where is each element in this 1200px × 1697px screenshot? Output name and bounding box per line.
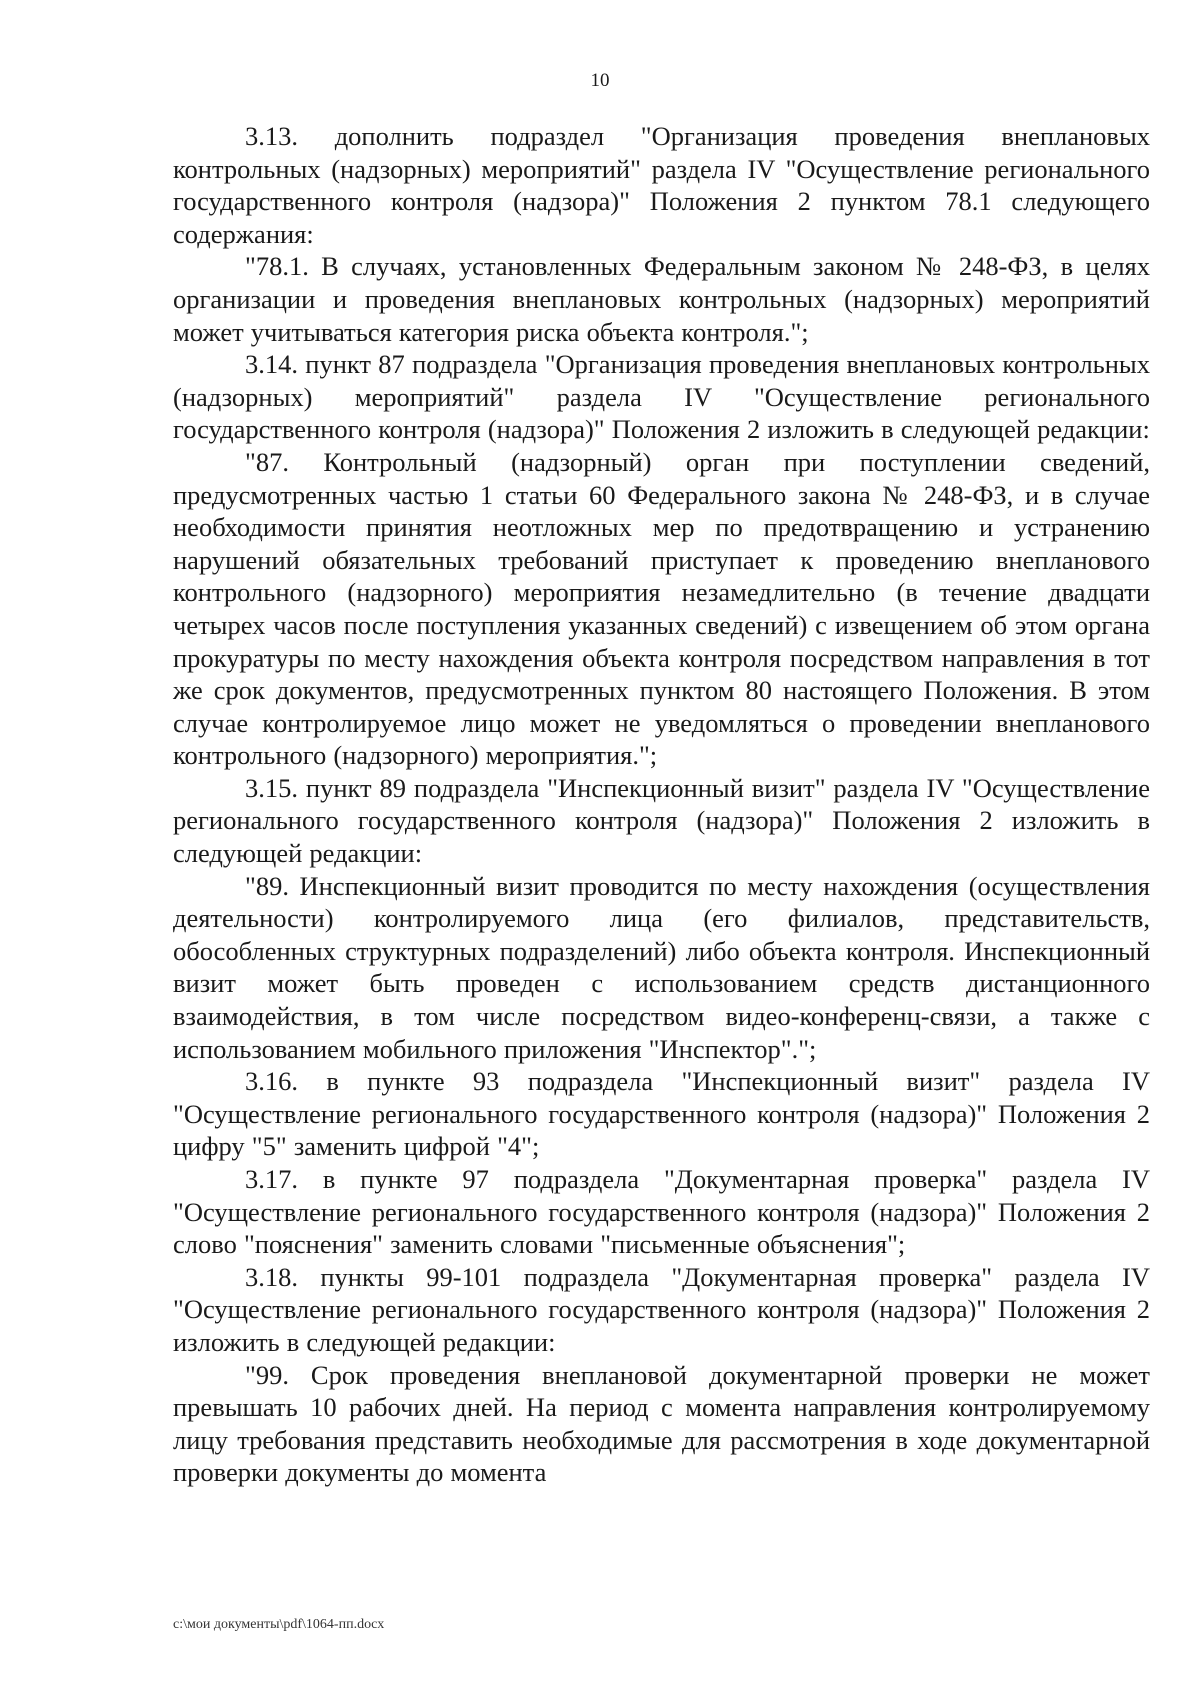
footer-file-path: c:\мои документы\pdf\1064-пп.docx [173,1617,385,1632]
paragraph-87-quote: "87. Контрольный (надзорный) орган при поступлении сведений, предусмотренных частью 1 статьи 60 Федерального закона № 248-ФЗ, и в случае необходимости принятия неотложных мер по предотвращению и устранению нарушений обязательных требований приступает к проведению внепланового контрольного (надзорного) мероприятия незамедлительно (в течение двадцати четырех часов после поступления указанных сведений) с извещением об этом органа прокуратуры по месту нахождения объекта контроля посредством направления в тот же срок документов, предусмотренных пунктом 80 настоящего Положения. В этом случае контролируемое лицо может не уведомляться о проведении внепланового контрольного (надзорного) мероприятия."; [173,446,1150,771]
paragraph-3-18: 3.18. пункты 99-101 подраздела "Документарная проверка" раздела IV "Осуществление регионального государственного контроля (надзора)" Положения 2 изложить в следующей редакции: [173,1261,1150,1357]
page-number: 10 [590,70,610,91]
paragraph-3-13: 3.13. дополнить подраздел "Организация проведения внеплановых контрольных (надзорных) мероприятий" раздела IV "Осуществление регионального государственного контроля (надзора)" Положения 2 пунктом 78.1 следующего содержания: [173,121,1150,249]
document-body [173,120,1150,1489]
paragraph-3-17: 3.17. в пункте 97 подраздела "Документарная проверка" раздела IV "Осуществление регионального государственного контроля (надзора)" Положения 2 слово "пояснения" заменить словами "письменные объяснения"; [173,1164,1150,1260]
paragraph-99-quote: "99. Срок проведения внеплановой документарной проверки не может превышать 10 рабочих дней. На период с момента направления контролируемому лицу требования представить необходимые для рассмотрения в ходе документарной проверки документы до момента [173,1359,1150,1488]
paragraph-78-1-quote: "78.1. В случаях, установленных Федеральным законом № 248-ФЗ, в целях организации и проведения внеплановых контрольных (надзорных) мероприятий может учитываться категория риска объекта контроля."; [173,251,1150,347]
paragraph-3-14: 3.14. пункт 87 подраздела "Организация проведения внеплановых контрольных (надзорных) мероприятий" раздела IV "Осуществление регионального государственного контроля (надзора)" Положения 2 изложить в следующей редакции: [173,349,1150,445]
paragraph-3-15: 3.15. пункт 89 подраздела "Инспекционный визит" раздела IV "Осуществление регионального государственного контроля (надзора)" Положения 2 изложить в следующей редакции: [173,772,1150,869]
paragraph-89-quote: "89. Инспекционный визит проводится по месту нахождения (осуществления деятельности) контролируемого лица (его филиалов, представительств, обособленных структурных подразделений) либо объекта контроля. Инспекционный визит может быть проведен с использованием средств дистанционного взаимодействия, в том числе посредством видео-конференц-связи, а также с использованием мобильного приложения "Инспектор"."; [173,870,1150,1064]
paragraph-3-16: 3.16. в пункте 93 подраздела "Инспекционный визит" раздела IV "Осуществление регионального государственного контроля (надзора)" Положения 2 цифру "5" заменить цифрой "4"; [173,1066,1150,1162]
